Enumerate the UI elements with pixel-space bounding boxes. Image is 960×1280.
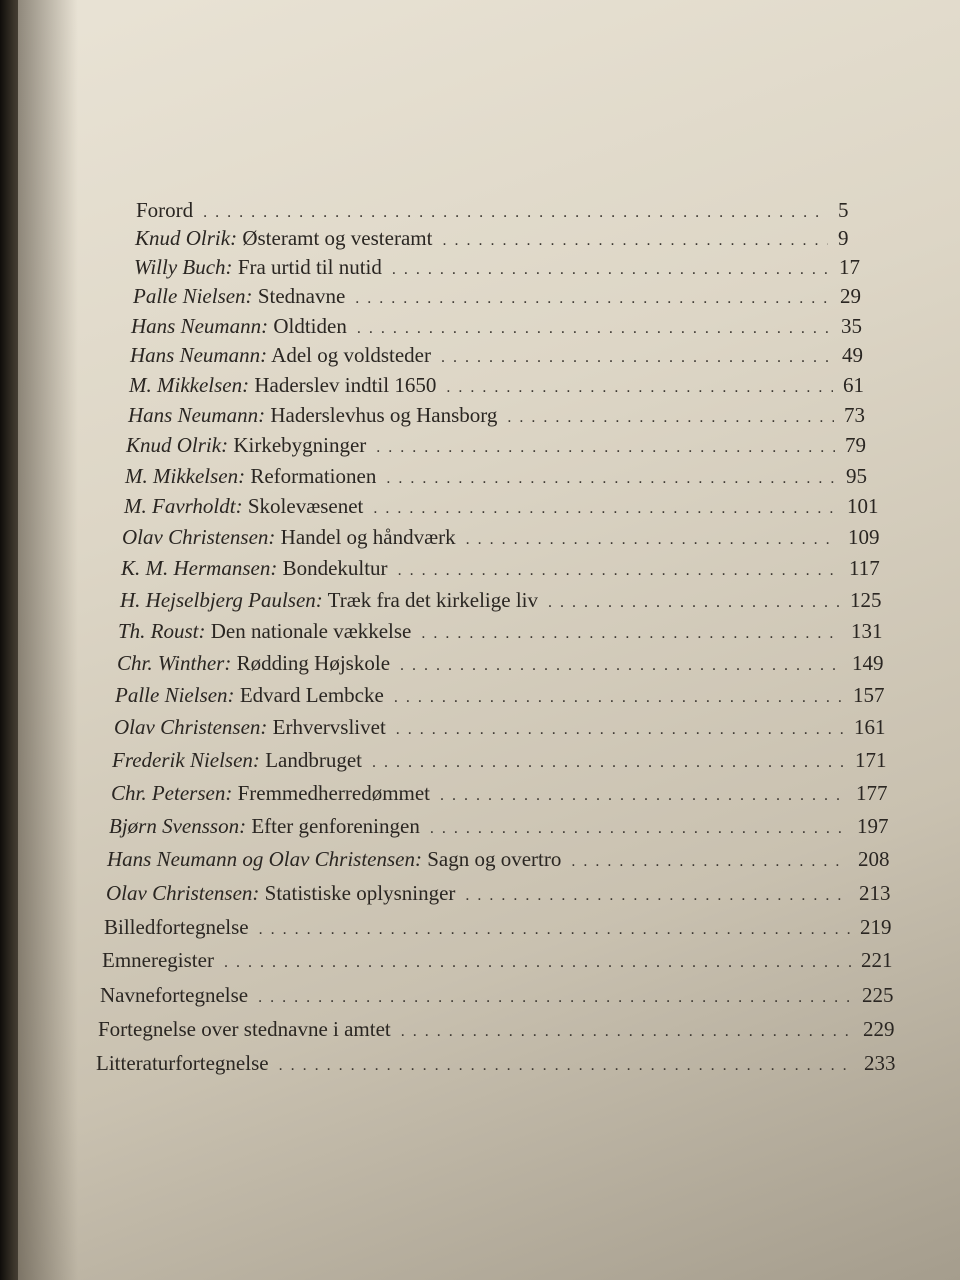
toc-title: Navnefortegnelse [100, 983, 249, 1007]
toc-page-number: 161 [854, 715, 886, 739]
toc-title: Kirkebygninger [233, 433, 367, 457]
toc-entry [107, 847, 896, 877]
toc-title: Østeramt og vesteramt [242, 226, 433, 250]
toc-entry [104, 915, 898, 945]
toc-title: Reformationen [250, 464, 377, 488]
toc-entry [136, 198, 876, 228]
dot-leader [571, 853, 848, 871]
dot-leader [394, 689, 843, 707]
toc-author: Willy Buch: [134, 255, 233, 279]
toc-page-number: 109 [848, 525, 880, 549]
toc-entry [115, 683, 891, 713]
dot-leader [372, 754, 845, 772]
toc-page-number: 157 [853, 683, 885, 707]
toc-page-number: 79 [845, 433, 866, 457]
toc-author: Olav Christensen: [106, 881, 260, 905]
toc-entry [106, 881, 897, 911]
toc-entry [102, 948, 899, 978]
toc-page-number: 171 [855, 748, 887, 772]
toc-page-number: 208 [858, 847, 890, 871]
toc-title: Erhvervslivet [272, 715, 386, 739]
toc-entry [133, 284, 878, 314]
toc-entry [126, 433, 883, 463]
toc-author: M. Mikkelsen: [125, 464, 246, 488]
toc-title: Emneregister [102, 948, 214, 972]
toc-title: Sagn og overtro [427, 847, 562, 871]
toc-page-number: 17 [839, 255, 860, 279]
toc-author: Th. Roust: [118, 619, 206, 643]
dot-leader [400, 657, 842, 675]
toc-page-number: 229 [863, 1017, 895, 1041]
dot-leader [224, 954, 851, 972]
toc-entry [109, 814, 895, 844]
toc-entry [129, 373, 881, 403]
dot-leader [355, 290, 830, 308]
toc-page-number: 221 [861, 948, 893, 972]
dot-leader [258, 989, 852, 1007]
toc-entry [117, 651, 890, 681]
toc-author: Frederik Nielsen: [112, 748, 260, 772]
toc-title: Forord [136, 198, 194, 222]
toc-page-number: 177 [856, 781, 888, 805]
toc-entry [122, 525, 886, 555]
toc-page-number: 61 [843, 373, 864, 397]
toc-title: Handel og håndværk [280, 525, 456, 549]
dot-leader [259, 921, 850, 939]
toc-title: Stednavne [257, 284, 346, 308]
toc-title: Den nationale vækkelse [210, 619, 412, 643]
toc-entry [98, 1017, 901, 1047]
toc-entry [96, 1051, 902, 1081]
dot-leader [442, 232, 828, 250]
toc-author: H. Hejselbjerg Paulsen: [120, 588, 323, 612]
toc-title: Fra urtid til nutid [237, 255, 382, 279]
toc-title: Bondekultur [282, 556, 388, 580]
toc-author: Chr. Petersen: [111, 781, 233, 805]
toc-entry [124, 494, 885, 524]
toc-title: Statistiske oplysninger [264, 881, 456, 905]
dot-leader [421, 625, 841, 643]
toc-title: Litteraturfortegnelse [96, 1051, 269, 1075]
toc-entry [131, 314, 879, 344]
dot-leader [386, 470, 836, 488]
toc-title: Haderslevhus og Hansborg [270, 403, 498, 427]
dot-leader [396, 721, 844, 739]
toc-author: Hans Neumann: [130, 343, 268, 367]
dot-leader [357, 320, 831, 338]
toc-author: Hans Neumann: [131, 314, 269, 338]
dot-leader [430, 820, 847, 838]
toc-title: Rødding Højskole [236, 651, 391, 675]
toc-page-number: 73 [844, 403, 865, 427]
dot-leader [392, 261, 829, 279]
toc-title: Adel og voldsteder [271, 343, 431, 367]
toc-page-number: 219 [860, 915, 892, 939]
dot-leader [279, 1057, 854, 1075]
dot-leader [466, 531, 838, 549]
toc-entry [112, 748, 893, 778]
toc-page-number: 101 [847, 494, 879, 518]
toc-author: K. M. Hermansen: [121, 556, 278, 580]
toc-page-number: 29 [840, 284, 861, 308]
toc-entry [135, 226, 876, 256]
toc-author: Palle Nielsen: [133, 284, 253, 308]
dot-leader [465, 887, 849, 905]
dot-leader [548, 594, 840, 612]
toc-entry [100, 983, 900, 1013]
toc-entry [118, 619, 889, 649]
book-page [18, 0, 960, 1280]
toc-page-number: 117 [849, 556, 880, 580]
toc-title: Oldtiden [273, 314, 347, 338]
toc-entry [130, 343, 880, 373]
toc-title: Billedfortegnelse [104, 915, 249, 939]
toc-page-number: 213 [859, 881, 891, 905]
toc-title: Haderslev indtil 1650 [254, 373, 437, 397]
toc-author: M. Favrholdt: [124, 494, 243, 518]
toc-title: Fremmedherredømmet [237, 781, 431, 805]
dot-leader [203, 204, 828, 222]
toc-title: Landbruget [265, 748, 362, 772]
toc-title: Efter genforeningen [251, 814, 420, 838]
toc-entry [128, 403, 882, 433]
dot-leader [440, 787, 846, 805]
toc-author: Hans Neumann: [128, 403, 266, 427]
dot-leader [373, 500, 837, 518]
toc-entry [120, 588, 888, 618]
toc-entry [125, 464, 884, 494]
toc-page-number: 197 [857, 814, 889, 838]
toc-page-number: 225 [862, 983, 894, 1007]
toc-author: Chr. Winther: [117, 651, 232, 675]
dot-leader [398, 562, 839, 580]
toc-author: Bjørn Svensson: [109, 814, 247, 838]
dot-leader [507, 409, 834, 427]
dot-leader [401, 1023, 853, 1041]
toc-page-number: 95 [846, 464, 867, 488]
toc-entry [111, 781, 894, 811]
toc-page-number: 131 [851, 619, 883, 643]
toc-author: Hans Neumann og Olav Christensen: [107, 847, 422, 871]
toc-entry [114, 715, 892, 745]
toc-page-number: 9 [838, 226, 849, 250]
toc-title: Skolevæsenet [247, 494, 364, 518]
toc-entry [134, 255, 877, 285]
toc-page-number: 35 [841, 314, 862, 338]
toc-page-number: 49 [842, 343, 863, 367]
table-of-contents [18, 0, 960, 1280]
dot-leader [376, 439, 835, 457]
toc-page-number: 233 [864, 1051, 896, 1075]
toc-author: Olav Christensen: [122, 525, 276, 549]
toc-author: Knud Olrik: [135, 226, 238, 250]
toc-title: Edvard Lembcke [239, 683, 384, 707]
toc-title: Træk fra det kirkelige liv [327, 588, 538, 612]
toc-entry [121, 556, 887, 586]
toc-page-number: 149 [852, 651, 884, 675]
toc-author: Olav Christensen: [114, 715, 268, 739]
toc-author: Palle Nielsen: [115, 683, 235, 707]
toc-page-number: 5 [838, 198, 849, 222]
dot-leader [446, 379, 833, 397]
toc-page-number: 125 [850, 588, 882, 612]
toc-author: Knud Olrik: [126, 433, 229, 457]
dot-leader [441, 349, 832, 367]
toc-author: M. Mikkelsen: [129, 373, 250, 397]
toc-title: Fortegnelse over stednavne i amtet [98, 1017, 391, 1041]
